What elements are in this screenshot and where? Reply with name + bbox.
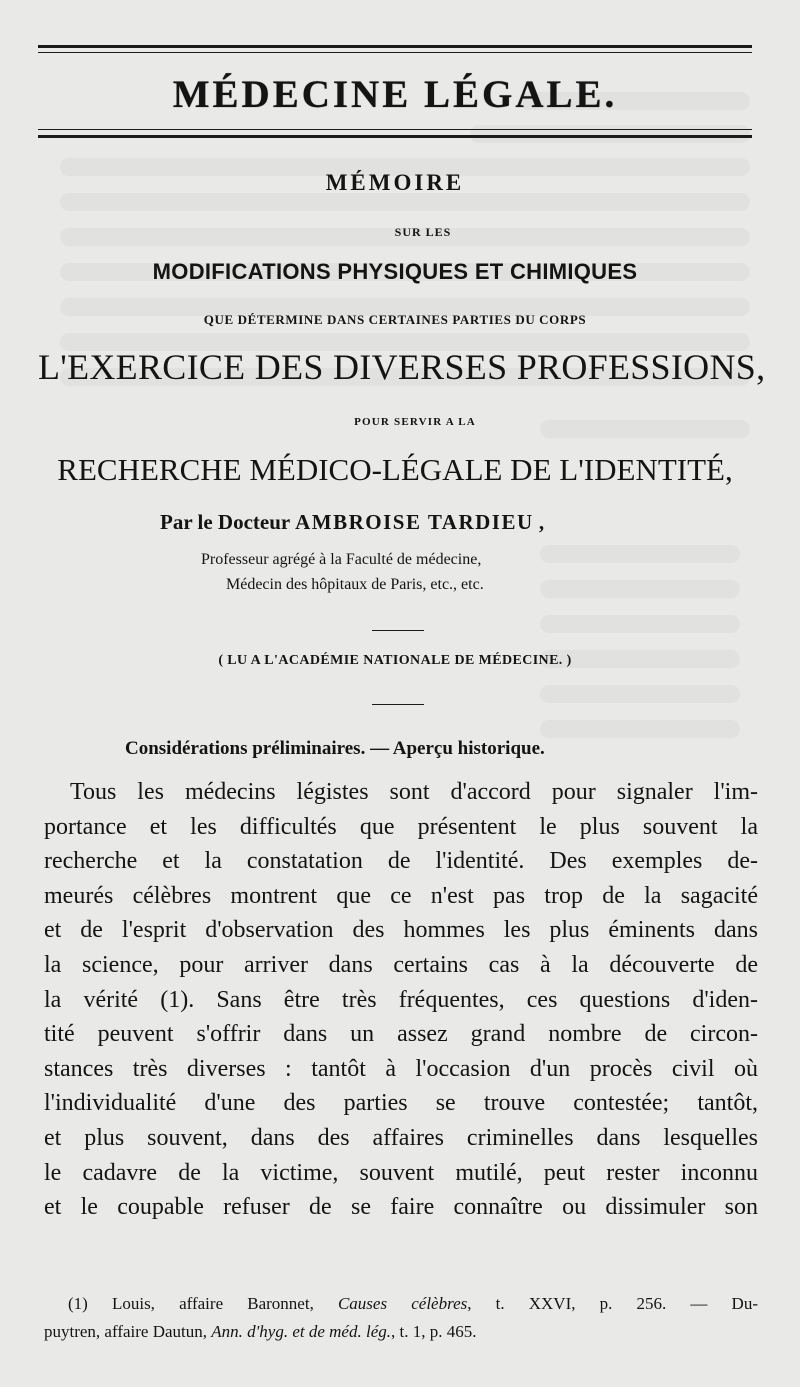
author-name: AMBROISE TARDIEU <box>295 510 534 534</box>
sur-les-line: SUR LES <box>394 225 452 239</box>
footnote <box>44 1290 758 1346</box>
footnote-text: , t. 1, p. 465. <box>391 1322 477 1341</box>
text-line: Tous les médecins légistes sont d'accord pour signaler l'im- <box>70 779 758 805</box>
text-line: recherche et la constatation de l'identité. Des exemples de- <box>44 848 758 875</box>
footnote-citation-title: Causes célèbres <box>337 1294 468 1313</box>
title-rule-thin <box>38 129 752 130</box>
modifications-line: MODIFICATIONS PHYSIQUES ET CHIMIQUES <box>152 259 638 284</box>
que-determine-line: QUE DÉTERMINE DANS CERTAINES PARTIES DU CORPS <box>203 312 587 327</box>
text-line: la science, pour arriver dans certains cas à la découverte de <box>44 951 758 978</box>
recherche-line: RECHERCHE MÉDICO-LÉGALE DE L'IDENTITÉ, <box>57 452 733 487</box>
pour-servir-line: POUR SERVIR A LA <box>354 416 476 428</box>
memoire-heading: MÉMOIRE <box>325 170 465 195</box>
text-line: et le coupable refuser de se faire connaître ou dissimuler son <box>44 1194 758 1221</box>
footnote-text: (1) Louis, affaire Baronnet, <box>68 1294 338 1313</box>
text-line: portance et les difficultés que présentent le plus souvent la <box>44 813 758 840</box>
text-line: le cadavre de la victime, souvent mutilé, peut rester inconnu <box>44 1159 758 1186</box>
top-rule-thin <box>38 52 752 53</box>
read-at-academy: ( LU A L'ACADÉMIE NATIONALE DE MÉDECINE. ) <box>218 653 572 668</box>
body-paragraph <box>44 775 758 1225</box>
section-heading: Considérations préliminaires. — Aperçu historique. <box>125 738 545 759</box>
top-rule <box>38 45 752 48</box>
text-line: et de l'esprit d'observation des hommes les plus éminents dans <box>44 917 758 944</box>
author-prefix: Par le Docteur <box>160 510 296 534</box>
short-divider <box>372 630 424 631</box>
text-line: et plus souvent, dans des affaires criminelles dans lesquelles <box>44 1124 758 1151</box>
author-line <box>160 510 544 535</box>
text-line: tité peuvent s'offrir dans un assez grand nombre de circon- <box>44 1021 758 1048</box>
footnote-citation-title: Ann. d'hyg. et de méd. lég. <box>211 1322 391 1341</box>
footnote-line-2 <box>44 1318 758 1346</box>
text-line: stances très diverses : tantôt à l'occasion d'un procès civil où <box>44 1055 758 1082</box>
text-line: la vérité (1). Sans être très fréquentes, ces questions d'iden- <box>44 986 758 1013</box>
author-affiliation-1: Professeur agrégé à la Faculté de médecine, <box>201 551 482 568</box>
text-line: meurés célèbres montrent que ce n'est pas trop de la sagacité <box>44 882 758 909</box>
page-title: MÉDECINE LÉGALE. <box>172 73 618 116</box>
footnote-text: puytren, affaire Dautun, <box>44 1322 212 1341</box>
title-rule <box>38 135 752 138</box>
author-suffix: , <box>533 510 545 534</box>
footnote-line-1 <box>44 1290 758 1318</box>
short-divider <box>372 704 424 705</box>
author-affiliation-2: Médecin des hôpitaux de Paris, etc., etc. <box>226 576 484 593</box>
footnote-text: , t. XXVI, p. 256. — Du- <box>467 1294 758 1313</box>
text-line: l'individualité d'une des parties se trouve contestée; tantôt, <box>44 1090 758 1117</box>
exercice-line: L'EXERCICE DES DIVERSES PROFESSIONS, <box>38 347 766 387</box>
